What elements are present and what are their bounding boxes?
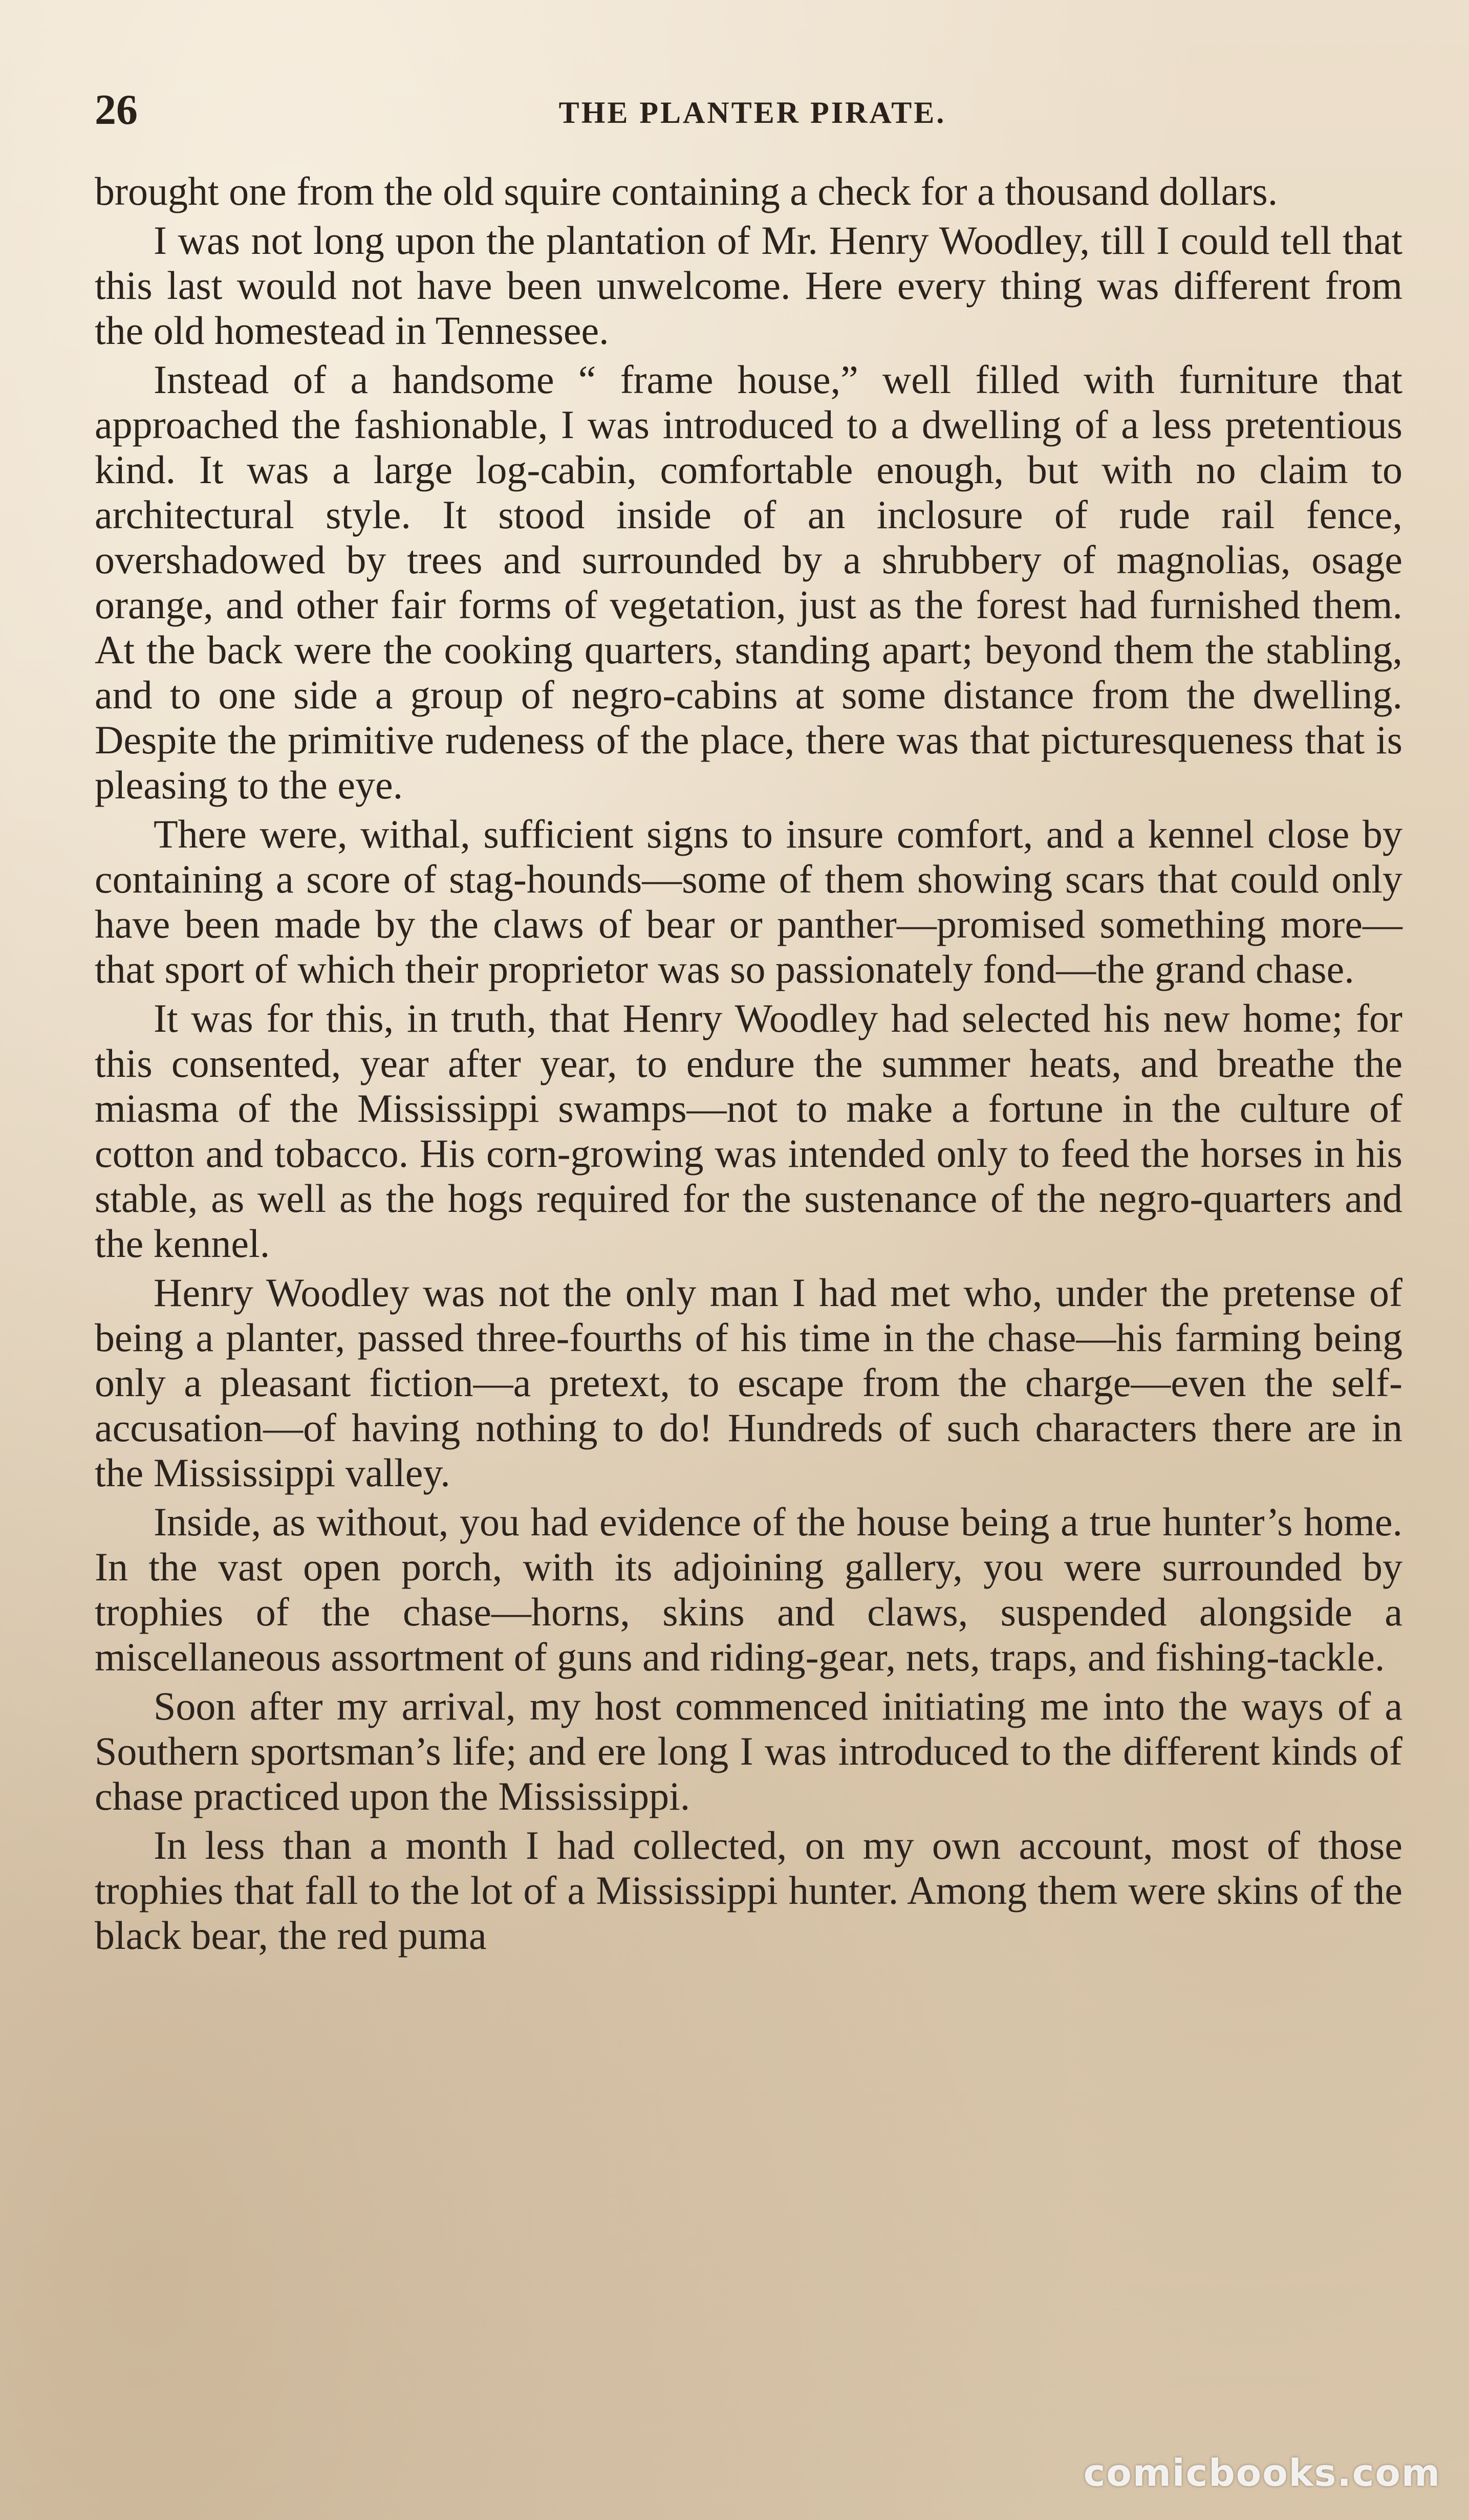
paragraph: I was not long upon the plantation of Mr. Henry Woodley, till I could tell that this last would not have been unwelcome. Here every thing was different from the old homestead in Tennessee.: [95, 218, 1402, 353]
paragraph: Inside, as without, you had evidence of the house being a true hunter’s home. In the vast open porch, with its adjoining gallery, you were surrounded by trophies of the chase—horns, skins and claws, suspended alongside a miscellaneous assortment of guns and riding-gear, nets, traps, and fishing-tackle.: [95, 1500, 1402, 1679]
paragraph: In less than a month I had collected, on my own account, most of those trophies that fall to the lot of a Mississippi hunter. Among them were skins of the black bear, the red puma: [95, 1823, 1402, 1958]
body-text: [95, 169, 1402, 1962]
paragraph: Soon after my arrival, my host commenced initiating me into the ways of a Southern sportsman’s life; and ere long I was introduced to the different kinds of chase practiced upon the Mississippi.: [95, 1684, 1402, 1818]
paragraph-continued: brought one from the old squire containing a check for a thousand dollars.: [95, 169, 1278, 213]
paragraph: Instead of a handsome “ frame house,” well filled with furniture that approached the fashionable, I was introduced to a dwelling of a less pretentious kind. It was a large log-cabin, comfortable enough, but with no claim to architectural style. It stood inside of an inclosure of rude rail fence, overshadowed by trees and surrounded by a shrubbery of magnolias, osage orange, and other fair forms of vegetation, just as the forest had furnished them. At the back were the cooking quarters, standing apart; beyond them the stabling, and to one side a group of negro-cabins at some distance from the dwelling. Despite the primitive rudeness of the place, there was that picturesqueness that is pleasing to the eye.: [95, 357, 1402, 807]
page-header: [95, 82, 1410, 143]
page-number: 26: [95, 86, 138, 134]
running-title: THE PLANTER PIRATE.: [558, 96, 946, 129]
paragraph: It was for this, in truth, that Henry Woodley had selected his new home; for this consented, year after year, to endure the summer heats, and breathe the miasma of the Mississippi swamps—not to make a fortune in the culture of cotton and tobacco. His corn-growing was intended only to feed the horses in his stable, as well as the hogs required for the sustenance of the negro-quarters and the kennel.: [95, 996, 1402, 1266]
paragraph: Henry Woodley was not the only man I had met who, under the pretense of being a planter, passed three-fourths of his time in the chase—his farming being only a pleasant fiction—a pretext, to escape from the charge—even the self-accusation—of having nothing to do! Hundreds of such characters there are in the Mississippi valley.: [95, 1270, 1402, 1495]
site-watermark: comicbooks.com: [1083, 2451, 1441, 2494]
paragraph: There were, withal, sufficient signs to insure comfort, and a kennel close by containing a score of stag-hounds—some of them showing scars that could only have been made by the claws of bear or panther—promised something more—that sport of which their proprietor was so passionately fond—the grand chase.: [95, 812, 1402, 991]
